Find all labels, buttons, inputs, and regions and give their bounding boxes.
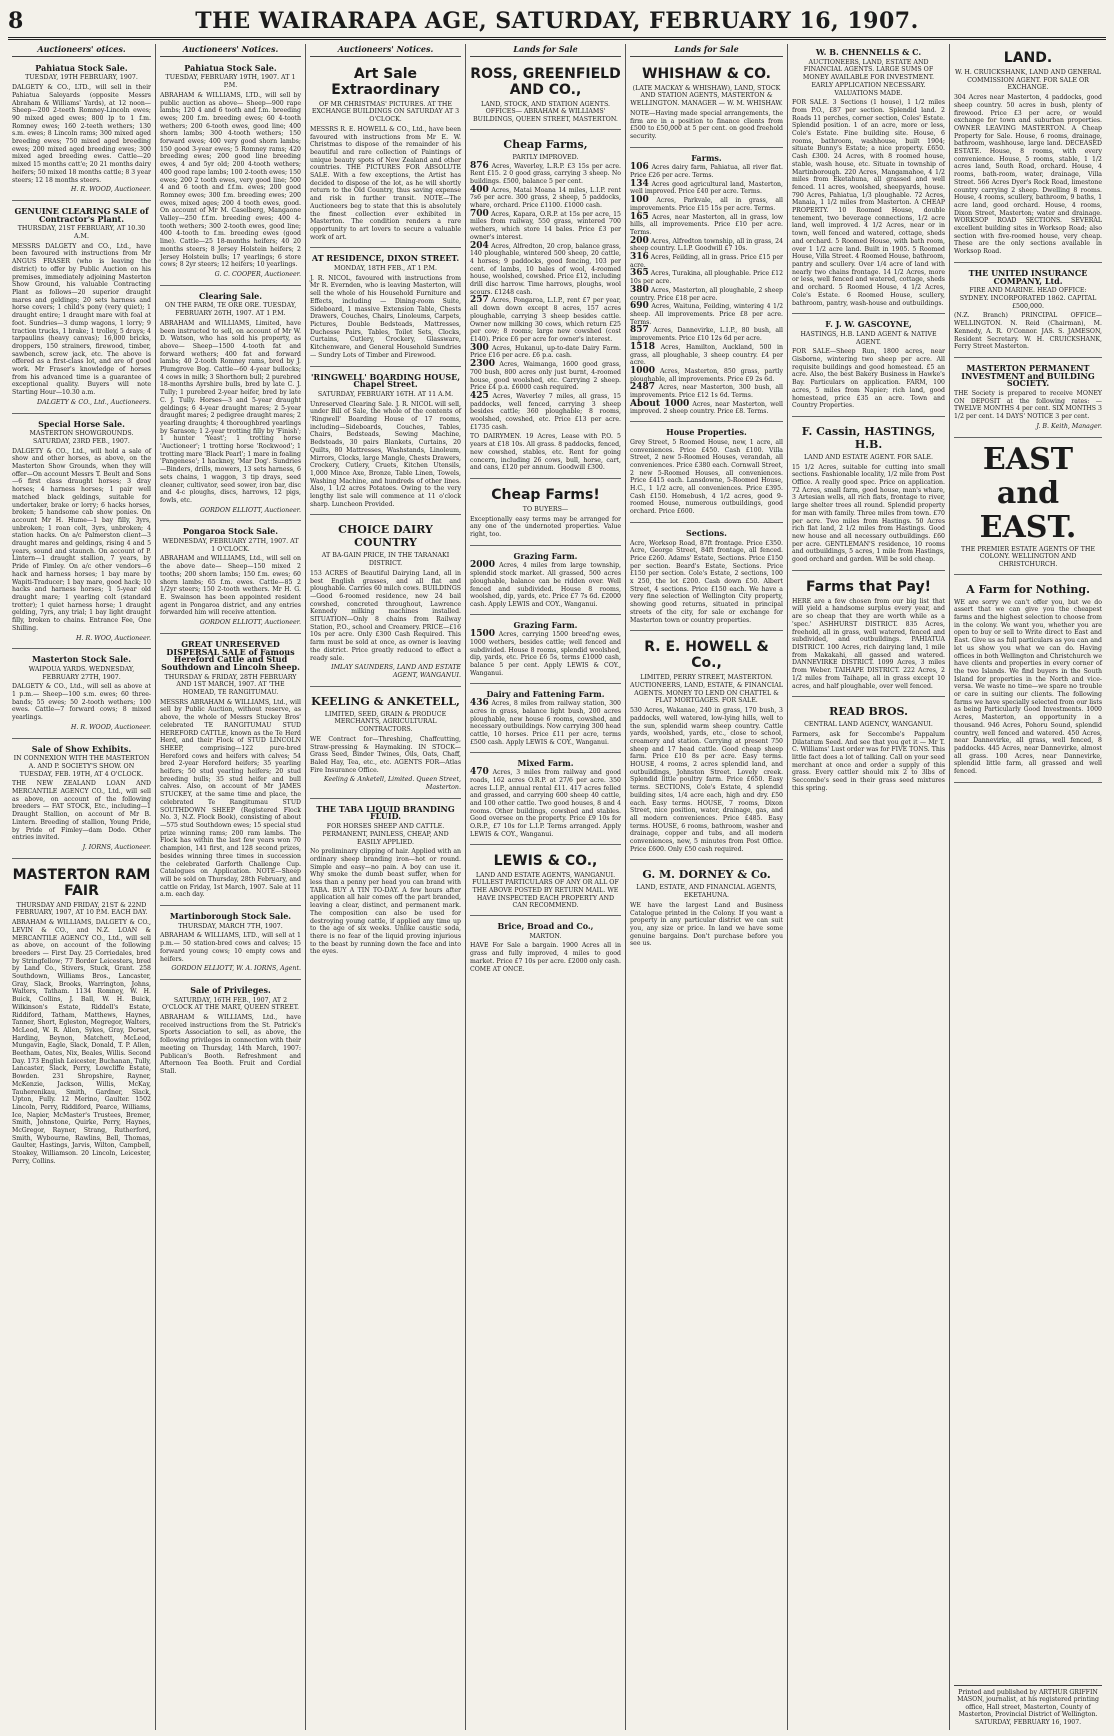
ad-title: EAST and EAST. — [979, 441, 1077, 545]
property-listing — [470, 208, 621, 242]
ad-signature: GORDON ELLIOTT, W. A. IORNS, Agent. — [171, 965, 301, 973]
ad-body: 530 Acres, Wakanae, 240 in grass, 170 bush, 3 paddocks, well watered, low-lying hills, well to the sun, splendid warm sheep country. Cattle yards, woolshed, yards, etc., close to school, creamery and station. Carrying at present 750 sheep and 17 head cattle. Good cheap sheep farm. Price £10 8s per acre. Easy terms. HOUSE, 4 rooms, 2 acres splendid land, and outbuildings, Johnston Street. Lovely creek. Splendid little poultry farm. Price £650. Easy terms. SECTIONS, Cole's Estate, 4 splendid building sites, 1/4 acre each, high and dry. £50 each. Easy terms. HOUSE, 7 rooms, Dixon Street, nice position, water, drainage, gas, and all modern conveniences. Price £485. Easy terms. HOUSE, 6 rooms, bathroom, washer and drainage, copper and tubs, and all modern conveniences, new, 5 minutes from Post Office. Price £600. Only £50 cash required. — [630, 707, 783, 853]
property-listing — [630, 235, 784, 253]
advertisement — [470, 847, 621, 917]
advertisement — [310, 369, 461, 516]
listing-acres: 365 — [630, 268, 649, 279]
listing-description: Acres, Waimanga, 1600 good grass, 700 bush, 800 acres only just burnt, 4-roomed house, good woolshed, etc. Carrying 2 sheep. Price £4 p.a. £6000 cash required. — [470, 361, 621, 392]
ad-title: A Farm for Nothing. — [966, 582, 1090, 596]
listing-acres: 134 — [630, 178, 649, 189]
advertisement — [954, 440, 1102, 575]
column-1 — [8, 44, 156, 1730]
ad-title: THE UNITED INSURANCE COMPANY, Ltd. — [968, 267, 1088, 286]
advertisement — [310, 60, 461, 249]
ad-title: Martinborough Stock Sale. — [169, 911, 292, 922]
ad-body: MESSRS R. E. HOWELL & CO., Ltd., have been favoured with instructions from Mr E. W. Christmas to dispose of the remainder of his beautiful and rare collection of Paintings of unique beauty spots of New Zealand and other countries. THE PICTURES FOR ABSOLUTE SALE. With a few exceptions, the Artist has decided to dispose of the lot, as he will shortly return to the Old Country, thus saving expense and risk in further transit. NOTE—The Auctioneers beg to state that this is absolutely the finest collection ever exhibited in Masterton. The condition renders a rare opportunity to art lovers to secure a valuable work of art. — [310, 125, 461, 241]
property-listing — [470, 700, 621, 746]
ad-title: Farms. — [691, 152, 722, 163]
masthead — [8, 10, 1106, 40]
advertisement — [630, 150, 783, 423]
advertisement — [630, 633, 783, 860]
ad-title: Pahiatua Stock Sale. — [184, 62, 277, 73]
ad-body: FOR SALE. 3 Sections (1 house), 1 1/2 miles from P.O., £87 per section. Splendid land. 2 Roads 11 perches, corner section, Coles' Estate. Splendid position. 1 of an acre, more or less, Cole's Estate. Fine building site. House, 6 rooms, bathroom, washhouse, built 1904; situate Bunny's Estate; a nice property. £650. Cash £300. 24 Acres, with 8 roomed house, stable, wash house, etc. Situate in township of Martinborough. 220 Acres, Mangamahoe, 4 1/2 miles from Eketahuna, all grassed and well fenced. 11 acres, woolshed, sheepyards, house. 790 Acres, Pahiatua, 1/3 ploughable. 72 Acres, Manaia, 1 1/2 miles from Masterton. A CHEAP PROPERTY. 10 Roomed House, double tenement, two beverage connections, 1/2 acre land, well improved. 4 1/2 Acres, near or in town, well fenced and watered, cottage, sheds and orchard. 5 Roomed House, with bath room, over 1 1/2 acre land. Built in 1905. 5 Roomed House, Villa Street. 4 Roomed House, bathroom, pantry and scullery. Over 1/4 acre of land with nearly two chains frontage. 14 1/2 Acres, more or less, well fenced and watered, cottage, sheds and orchard. 5 Roomed House, 4 1/2 Acres, Cole's Estate. 6 Roomed House, scullery, bathroom, pantry, wash-house and outbuildings. — [792, 99, 945, 307]
column-3 — [306, 44, 466, 1730]
ad-body: THE NEW ZEALAND LOAN AND MERCANTILE AGENCY CO., Ltd., will sell as above, on account of the following breeders — FAT STOCK, Etc., including—1 Draught Stallion, on account of Mr B. Lintern. Breeding of stallion, Young Pride, by Pride of Fimley—dam Dodo. Other entries invited. — [12, 780, 151, 842]
ad-title: R. E. HOWELL & Co., — [644, 639, 769, 672]
ad-title: Grazing Farm. — [513, 619, 578, 630]
ad-body: Farmers, ask for Seccombe's Pappalum Dilatatum Seed. And see that you get it — Mr T. C. Williams' Lust order was for FIVE TONS. This little fact does a lot of talking. Call on your seed merchant at once and order a supply of this grass. Every cattler should mix 2 to 3lbs of Seccombe's seed in their grass seed mixtures this spring. — [792, 730, 945, 792]
listing-acres: 2487 — [630, 382, 656, 393]
ad-subtitle: OF MR CHRISTMAS' PICTURES. AT THE EXCHANGE BUILDINGS ON SATURDAY AT 3 O'CLOCK. — [311, 100, 460, 124]
listing-acres: 1500 — [470, 629, 496, 640]
listing-acres: 700 — [470, 208, 489, 219]
property-listing — [470, 342, 622, 360]
ad-subtitle: THURSDAY AND FRIDAY, 21ST & 22ND FEBRUARY, 1907, AT 10 P.M. EACH DAY. — [15, 901, 148, 917]
advertisement — [310, 801, 461, 962]
column-heading: Auctioneers' Notices. — [310, 44, 461, 57]
ad-title: Farms that Pay! — [806, 578, 931, 595]
listing-description: Acres, Hamilton, Auckland, 500 in grass, all ploughable, 3 sheep country. £4 per acre. — [630, 343, 783, 367]
property-listing — [630, 270, 783, 285]
ad-title: Sections. — [686, 527, 727, 538]
ad-subtitle: LAND, STOCK, AND STATION AGENTS. OFFICES— ABRAHAM & WILLIAMS' BUILDINGS, QUEEN STREET, MASTERTON. — [473, 100, 618, 124]
ad-body: MESSRS ABRAHAM & WILLIAMS, Ltd., will sell by Public Auction, without reserve, as above, the whole of Messrs Stuckey Bros' celebrated TE RANGITUMAU STUD HEREFORD CATTLE, known as the Te Herd Herd, and their Flock of STUD LINCOLN SHEEP, comprising—122 pure-bred Hereford cows and heifers with calves; 54 bred 2-year Hereford heifers; 35 yearling heifers; 50 stud yearling heifers; 20 stud breeding bulls; 35 stud heifer and bull calves. Also, on account of Mr JAMES STUCKEY, at the same time and place, the celebrated Te Rangitumau STUD SOUTHDOWN SHEEP (Registered Flock No. 3, N.Z. Flock Book), consisting of about—575 stud Southdown ewes; 15 special stud prize winning rams; 200 ram lambs. The Flock has within the last few years won 70 champion, 141 first, and 128 second prizes, besides winning three times in succession the celebrated Garforth Challenge Cup. Catalogues on Application. NOTE—Sheep will be sold on Thursday, 28th February, and cattle on Friday, 1st March, 1907. Sale at 11 a.m. each day. — [160, 698, 301, 899]
advertisement — [12, 861, 151, 1172]
ad-title: Sale of Show Exhibits. — [31, 743, 132, 754]
listing-description: Acres, 3 miles from railway and good roads, 162 acres O.R.P. at 27/6 per acre. 350 acres L.I.P., annual rental £11. 417 acres felled and grassed, and carrying 600 sheep 40 cattle, and 100 other cattle. Two good houses, 8 and 4 rooms. Other buildings, cowshed and stables. Good oversee on the property. Price £9 10s for O.R.P., £7 10s for L.I.P. Terms arranged. Apply LEWIS & COY., Wanganui. — [470, 769, 622, 838]
ad-title: G. M. DORNEY & Co. — [642, 868, 771, 882]
property-listing — [630, 398, 783, 416]
ad-subtitle: SATURDAY, 16TH FEB., 1907, AT 2 O'CLOCK AT THE MART, QUEEN STREET. — [161, 996, 300, 1012]
ad-title: GREAT UNRESERVED DISPERSAL SALE of Famous Hereford Cattle and Stud Southdown and Lincoln Sheep. — [161, 638, 300, 672]
ad-title: Clearing Sale. — [198, 290, 262, 301]
property-listing — [630, 303, 783, 326]
column-4 — [466, 44, 626, 1730]
ad-subtitle: AUCTIONEERS, LAND, ESTATE AND FINANCIAL AGENTS. LARGE SUMS OF MONEY AVAILABLE FOR INVESTMENT. EARLY APPLICATION NECESSARY. VALUATIONS MADE. — [802, 58, 935, 97]
ad-signature: H. R. WOO, Auctioneer. — [76, 634, 151, 642]
ad-body: THE Society is prepared to receive MONEY ON DEPOSIT at the following rates: — TWELVE MONTHS 4 per cent. SIX MONTHS 3 1/2 per cent. 14 DAYS' NOTICE 3 per cent. — [954, 390, 1102, 421]
advertisement — [630, 525, 783, 631]
ad-title: AT RESIDENCE, DIXON STREET. — [311, 253, 460, 264]
ad-subtitle: FIRE AND MARINE. HEAD OFFICE: SYDNEY. INCORPORATED 1862. CAPITAL £500,000. — [959, 287, 1097, 310]
ad-subtitle: LIMITED, SEED, GRAIN & PRODUCE MERCHANTS, AGRICULTURAL CONTRACTORS. — [324, 710, 447, 734]
ad-subtitle: WAIPOUA YARDS. WEDNESDAY, FEBRUARY 27TH, 1907. — [28, 665, 135, 681]
ad-title: GENUINE CLEARING SALE of Contractor's Plant. — [14, 205, 149, 224]
newspaper-title: THE WAIRARAPA AGE, SATURDAY, FEBRUARY 16, 1907. — [195, 8, 919, 34]
advertisement — [160, 908, 301, 980]
advertisement — [310, 250, 461, 366]
ad-subtitle: TUESDAY, 19TH FEBRUARY, 1907. — [25, 74, 138, 82]
listing-description: Acres dairy farm, Pahiatua, all river flat. Price £26 per acre. Terms. — [630, 164, 783, 180]
ad-body: 153 ACRES of Beautiful Dairying Land, all in best English grasses, and all flat and ploughable. Carries 60 milch cows. BUILDINGS—Good 6-roomed residence, new 24 bail cowshed, concreted throughout, Lawrence Kennedy milking machines installed. SITUATION—Only 8 chains from Railway Station, P.O., school and Creamery. PRICE—£16 10s per acre. Only £300 Cash Required. This farm must be sold at once, as owner is leaving the district. Price greatly reduced to effect a ready sale. — [310, 569, 461, 662]
ad-signature: H. R. WOOD, Auctioneer. — [70, 186, 151, 194]
property-listing — [630, 178, 783, 196]
advertisement — [12, 60, 151, 201]
ad-title: CHOICE DAIRY COUNTRY — [338, 523, 433, 550]
property-listing — [630, 327, 783, 342]
ad-title: Pongaroa Stock Sale. — [182, 526, 279, 537]
advertisement — [160, 288, 301, 522]
listing-description: Acres, Hukanui, up-to-date Dairy Farm. Price £16 per acre. £6 p.a. cash. — [470, 344, 622, 360]
property-listing — [470, 297, 621, 343]
ad-body: (N.Z. Branch) PRINCIPAL OFFICE—WELLINGTON. N. Reid (Chairman), M. Kennedy, A. R. O'Connor. JAS. S. JAMESON, Resident Secretary. W. H. CRUICKSHANK, Ferry Street Masterton. — [954, 312, 1102, 351]
advertisement — [470, 548, 621, 615]
listing-acres: 425 — [470, 390, 489, 401]
listing-acres: 316 — [630, 252, 649, 263]
page-columns — [8, 44, 1106, 1730]
ad-signature: J. B. Keith, Manager. — [1036, 422, 1102, 430]
listing-description: Acres, Alfredton township, all in grass, 24 sheep country. L.I.P. Goodwill £7 10s. — [630, 237, 784, 253]
ad-subtitle: ON THE FARM, TE ORE ORE. TUESDAY, FEBRUARY 26TH, 1907. AT 1 P.M. — [164, 302, 297, 318]
ad-body: TO DAIRYMEN. 19 Acres, Lease with P.O. 5 years at £18 10s. All grass. 8 paddocks, fenced, new cowshed, stables, etc. Rent for going concern, including 26 cows, bull, horse, cart, and cans, £120 per annum. Goodwill £300. — [470, 433, 621, 472]
ad-subtitle: LAND AND ESTATE AGENT. FOR SALE. — [803, 453, 934, 461]
property-listing — [470, 769, 621, 838]
advertisement — [792, 699, 945, 798]
column-6 — [788, 44, 950, 1730]
listing-acres: 470 — [470, 767, 489, 778]
ad-body: FOR SALE—Sheep Run, 1800 acres, near Gisborne, wintering two sheep per acre. All requisite buildings and good homestead. £5 an acre. Also, the best Bakery Business in Hawke's Bay. Particulars on application. FARM, 100 acres, 5 miles from Napier; rich land, good homestead, price £35 an acre. Town and Country Properties. — [792, 348, 945, 410]
listing-acres: 204 — [470, 240, 489, 251]
listing-acres: 380 — [630, 284, 649, 295]
ad-subtitle: W. H. CRUICKSHANK, LAND AND GENERAL COMMISSION AGENT. FOR SALE OR EXCHANGE. — [955, 69, 1101, 92]
listing-acres: 2000 — [470, 560, 496, 571]
listing-acres: 200 — [630, 235, 649, 246]
ad-title: KEELING & ANKETELL, — [311, 694, 460, 708]
advertisement — [470, 617, 621, 684]
property-listing — [630, 365, 784, 383]
ad-body: Grey Street, 5 Roomed House, new, 1 acre, all conveniences. Price £450. Cash £100. Villa Street, 2 new 5-Roomed Houses, verandah, all conveniences. Price £380 each. Cornwall Street, 2 new 5-Roomed Houses, all conveniences. Price £415 each. Lansdowne, 5-Roomed House, H.C., 1 1/2 acre, all conveniences. Price £395. Cash £150. Homebush, 4 1/2 acres, good 9-roomed House, numerous outbuildings, good orchard. Price £600. — [630, 438, 783, 516]
ad-subtitle: LAND, ESTATE, AND FINANCIAL AGENTS, EKETAHUNA. — [636, 884, 777, 900]
advertisement — [792, 419, 945, 571]
listing-acres: 436 — [470, 698, 489, 709]
advertisement — [160, 636, 301, 906]
ad-subtitle: (LATE MACKAY & WHISHAW), LAND, STOCK AND STATION AGENTS, MASTERTON & WELLINGTON. MANAGER — W. M. WHISHAW. — [630, 84, 783, 108]
property-listing — [630, 164, 783, 179]
listing-acres: 400 — [470, 184, 489, 195]
ad-body: ABRAHAM and WILLIAMS, Ltd., will sell on the above date— Sheep—150 mixed 2 tooths; 200 shorn lambs; 150 f.m. ewes; 60 shorn lambs; 65 f.m. ewes. Cattle—85 2 1/2yr steers; 150 2-tooth wethers. Mr H. G. E. Swainson has been appointed resident agent in Pongaroa district, and any entries forwarded him will receive attention. — [160, 555, 301, 617]
ad-subtitle: MONDAY, 18TH FEB., AT 1 P.M. — [334, 265, 437, 273]
ad-subtitle: CENTRAL LAND AGENCY, WANGANUI. — [804, 721, 933, 729]
listing-description: Acres, Alfredton, 20 crop, balance grass, 140 ploughable, wintered 500 sheep, 20 cattle, 4 horses; 9 paddocks, good fencing, 103 per cent. of lambs, 10 bales of wool, 4-roomed house, woolshed, cowshed. Price £12, including drill disc harrow. Time harrows, ploughs, wool scours. £1248 cash. — [470, 242, 621, 296]
ad-body: NOTE—Having made special arrangements, the firm are in a position to finance clients from £500 to £50,000 at 5 per cent. on good freehold security. — [630, 109, 783, 140]
listing-acres: 857 — [630, 325, 649, 336]
column-heading: Auctioneers' Notices. — [160, 44, 301, 57]
ad-subtitle: HASTINGS, H.B. LAND AGENT & NATIVE AGENT. — [800, 330, 937, 346]
listing-description: Acres, 8 miles from railway station, 300 acres in grass, balance light bush, 200 acres ploughable, new house 6 rooms, cowshed, and necessary outbuildings. Now carrying 300 head cattle, 10 horses. Price £11 per acre, terms £500 cash. Apply LEWIS & COY., Wanganui. — [470, 700, 621, 746]
ad-signature: DALGETY & CO., Ltd., Auctioneers. — [37, 398, 151, 406]
column-5 — [626, 44, 788, 1730]
ad-title: Masterton Stock Sale. — [31, 654, 132, 665]
property-listing — [630, 341, 783, 367]
ad-title: F. J. W. GASCOYNE, — [825, 319, 912, 330]
ad-title: Cheap Farms! — [491, 486, 600, 503]
ad-title: W. B. CHENNELLS & C. — [815, 47, 922, 57]
ad-subtitle: LIMITED, PERRY STREET, MASTERTON. AUCTIONEERS, LAND, ESTATE, & FINANCIAL AGENTS. MONEY TO LEND ON CHATTEL & FLAT MORTGAGES. FOR SALE. — [630, 674, 783, 705]
ad-title: LEWIS & CO., — [493, 852, 598, 869]
ad-subtitle: MARTON. — [529, 932, 562, 940]
listing-description: Acres, near Masterton, 300 bush, all improvements. Price £12 1s 6d. Terms. — [630, 384, 783, 400]
advertisement — [792, 316, 945, 417]
ad-subtitle: THE PREMIER ESTATE AGENTS OF THE COLONY. WELLINGTON AND CHRISTCHURCH. — [961, 545, 1095, 568]
ad-title: MASTERTON RAM FAIR — [12, 866, 151, 899]
advertisement — [954, 577, 1102, 783]
ad-body: ABRAHAM and WILLIAMS, Limited, have been instructed to sell, on account of Mr W. D. Watson, who has sold his property, as above— Sheep—1500 4-tooth fat and forward wethers; 400 fat and forward lambs; 40 2-tooth Romney rams, bred by J. Plumgrove Bog. Cattle—60 4-year bullocks; 4 cows in milk; 3 Shorthorn bull; 2 purebred 18-months Ayrshire bulls, bred by late C. J. Tully; 1 purebred 2-year heifer, bred by late C. J. Tully. Horses—3 and 5-year draught geldings; 6 4-year draught mares; 2 5-year draught mares; 2 pedigree draught mares; 2 yearling draughts; 4 thoroughbred yearlings by Sarason; 1 2-year trotting filly by 'Finish'; 1 hunter 'Yeast'; 1 trotting horse 'Auctioneer'; 1 trotting horse 'Rockwood'; 1 trotting mare 'Black Pearl'; 1 mare in foaling 'Pangenese'; 1 hackney, 'Mar Dog'. Sundries—Binders, drills, mowers, 13 sets harness, 6 sets chains, 1 waggon, 3 tip drays, seed cleaner, cultivator, seed sower, iron bar, disc and 4-c ploughs, discs, harrows, 12 pigs, fowls, etc. — [160, 319, 301, 504]
advertisement — [160, 523, 301, 633]
ad-body: Unreserved Clearing Sale. J. R. NICOL will sell, under Bill of Sale, the whole of the contents of 'Ringwell' Boarding House of 17 rooms, including—Sideboards, Couches, Tables, Chairs, Bedsteads, Sewing Machine, Bedsteads, 30 pairs Blankets, Curtains, 20 Quilts, 80 Mattresses, Washstands, Linoleum, Mirrors, Clocks, large Mangle, Chests Drawers, Crockery, Cutlery, Cruets, Kitchen Utensils, 1,000 Mince Axe, Bronze, Table Linen, Towels, Washing Machine, and hundreds of other lines. Also, 1 1/2 acres Potatoes. Owing to the very lengthy list sale will commence at 11 o'clock sharp. Luncheon Provided. — [310, 400, 461, 508]
ad-title: WHISHAW & CO. — [642, 65, 771, 82]
advertisement — [792, 44, 945, 314]
listing-description: Acres, near Masterton, all in grass, low hills, all improvements. Price £10 per acre. Terms. — [630, 213, 784, 236]
ad-body: DALGETY & CO., Ltd., will sell as above at 1 p.m.— Sheep—100 s.m. ewes; 60 three-bands; 55 ewes; 50 2-tooth wethers; 100 ewes. Cattle—7 forward cows; 8 mixed yearlings. — [12, 683, 151, 722]
property-listing — [630, 211, 784, 237]
listing-description: Acres, Dannevirke, L.I.P., 80 bush, all improvements. Price £10 12s 6d per acre. — [630, 327, 784, 343]
column-7 — [950, 44, 1106, 1730]
ad-title: THE TABA LIQUID BRANDING FLUID. — [316, 803, 455, 822]
ad-title: MASTERTON PERMANENT INVESTMENT and BUILDING SOCIETY. — [961, 362, 1095, 389]
ad-subtitle: WEDNESDAY, FEBRUARY 27TH, 1907. AT 1 O'CLOCK. — [162, 538, 299, 553]
advertisement — [470, 481, 621, 546]
listing-description: Acres, Matai Moana 14 miles, L.I.P. rent 7s6 per acre. 300 grass, 2 sheep, 5 paddocks, whare, orchard. Price £1100. £1000 cash. — [470, 186, 622, 210]
listing-description: Acres, Masterton, all ploughable, 2 sheep country. Price £18 per acre. — [630, 286, 783, 302]
column-heading: Lands for Sale — [470, 44, 621, 57]
ad-body: 304 Acres near Masterton, 4 paddocks, good sheep country. 50 acres in bush, plenty of firewood. Price £3 per acre, or would exchange for town and suburban properties. OWNER LEAVING MASTERTON. A Cheap Property for Sale. House, 6 rooms, drainage, bathroom, washhouse, large land. DECEASED ESTATE. House, 8 rooms, with every convenience. House, 5 rooms, stable, 1 1/2 acres land, South Road, orchard. House, 4 rooms, bath-room, water, drainage, Villa Street. 566 Acres Dyer's Rock Road, limestone country carrying 2 sheep. Dwelling 8 rooms. House, 4 rooms, scullery, bathroom, 9 baths, 1 acre land, good orchard. House, 4 rooms, Dixon Street, Masterton; water and drainage. WORKSOP ROAD SECTIONS. SEVERAL excellent building sites in Worksop Road; also section with five-roomed house, very cheap. These are the only sections available in Worksop Road. — [954, 94, 1102, 256]
ad-subtitle: MASTERTON SHOWGROUNDS. SATURDAY, 23RD FEB., 1907. — [29, 430, 134, 445]
ad-body: No preliminary clipping of hair. Applied with an ordinary sheep branding iron—hot or round. Simple and easy—no pain. A boy can use it. Why smoke the dumb beast suffer, when for less than a penny per head you can brand with TABA. BUY A TIN TO-DAY. A few hours after application all hair comes off the part branded, leaving a clear, distinct, and permanent mark. The composition can also be used for destroying young cattle, if applied any time up to the age of six weeks. Unlike caustic soda, there is no fear of the liquid proving injurious to the beast by running down the face and into the eyes. — [310, 848, 461, 956]
advertisement — [470, 132, 621, 479]
ad-title: Pahiatua Stock Sale. — [35, 62, 128, 73]
column-heading: Auctioneers' otices. — [12, 44, 151, 57]
page-number: 8 — [8, 8, 24, 34]
ad-subtitle: THURSDAY & FRIDAY, 28TH FEBRUARY AND 1ST MARCH, 1907. AT 'THE HOMEAD, TE RANGITUMAU. — [164, 673, 297, 697]
property-listing — [630, 254, 783, 269]
property-listing — [470, 631, 621, 677]
advertisement — [160, 982, 301, 1082]
column-2 — [156, 44, 306, 1730]
ad-body: ABRAHAM & WILLIAMS, DALGETY & CO., LEVIN & CO., and N.Z. LOAN & MERCANTILE AGENCY CO., Ltd., will sell as above, on account of the following breeders — First Day. 25 Corriedales, bred by Stringfellow; 77 Border Leicesters, bred by Land Co., Stivers, Stuck, Grant. 258 Southdown, Williams Bros., Lancaster, Gray, Slack, Brooks, Warrington, Johns, Walters, Tatham. 1134 Romney, W. H. Buick, Collins, J. Ball, W. H. Buick, Wilkinson's Estate, Riddell's Estate, Riddiford, Tatham, Matthews, Haynes, Tanner, Short, Egleston, Megregor, Walters, McLeod, W. R. Allen, Sykes, Gray, Dorset, Harding, Beynon, Matchett, McLeod, Mungavin, Eagle, Slack, Donald, T. P. Allen, Beetham, Oates, Nix, Beales, Willis. Second Day. 173 English Leicester, Buchanan, Tully, Lancaster, Slack, Perry, Lowcliffe Estate, Bowden. 231 Shropshire, Rayner, McKenzie, Jackson, Willis, McKay, Tauherenikau, Smith, Gardner, Slack, Upton, Fully. 12 Merino, Gaulter. 1502 Lincoln, Perry, Riddiford, Pearce, Williams, Ice, Napier, McMaster's Trustees, Bremer, Smith, Johnstone, Quirke, Perry, Haynes, McGregor, Rayner, Strang, Rutherford, Smith, Wybourne, Rawlins, Bell, Thomas, Gaulter, Hastings, Jarvis, Wilton, Campbell, Stoakey, Williamson. 20 Lincoln, Leicester, Perry, Collins. — [12, 919, 151, 1165]
listing-acres: About 1000 — [630, 398, 690, 409]
ad-body: 15 1/2 Acres, suitable for cutting into small sections. Fashionable locality, 1/2 mile from Post Office. A really good spec. Price on application. 72 Acres, small farm, good house, man's whare, 3 Artesian wells, all rich flats, frontage to river, large shelter trees all round. Splendid property for man with family. Three miles from town. £70 per acre. Two miles from Hastings. 50 Acres rich flat land, 2 1/2 miles from Hastings. Good new house and all necessary outbuildings. £60 per acre. GENTLEMAN'S residence, 10 rooms and outbuildings, 5 acres, 1 mile from Hastings, good orchard and garden. Will be sold cheap. — [792, 463, 945, 564]
listing-description: Acres, Turakina, all ploughable. Price £12 10s per acre. — [630, 270, 784, 286]
advertisement — [470, 755, 621, 845]
listing-acres: 300 — [470, 342, 489, 353]
ad-title: House Properties. — [666, 427, 747, 438]
advertisement — [630, 424, 783, 523]
ad-title: Sale of Privileges. — [190, 984, 271, 995]
advertisement — [954, 265, 1102, 358]
ad-title: Art Sale Extraordinary — [331, 65, 440, 98]
ad-subtitle: AT BA-GAIN PRICE, IN THE TARANAKI DISTRICT. — [321, 552, 450, 568]
ad-signature: G. C. COOPER, Auctioneer. — [214, 270, 301, 278]
property-listing — [630, 384, 783, 399]
ad-body: ABRAHAM & WILLIAMS, LTD., will sell by public auction as above— Sheep—900 rape lambs; 120 4 and 6 tooth and f.m. breeding ewes; 200 f.m. breeding ewes; 60 4-tooth wethers; 200 6-tooth ewes, good line; 400 shorn lambs; 300 4-tooth wethers; 150 forward ewes; 400 very good shorn lambs; 150 good 3-year ewes; 5 Romney rams; 420 breeding ewes; 200 good line breeding ewes, 4 and 5yr old; 200 4-tooth wethers; 400 good rape lambs; 100 2-tooth ewes; 150 ewes; 200 2 tooth ewes, very good line; 500 4 and 6 tooth and f.f.m. ewes; 200 good Romney ewes; 300 f.m. breeding ewes; 200 ewes, mixed ages; 200 4 tooth ewes, good. On account of Mr M. Caselberg, Mangaone Valley—250 f.f.m. breeding ewes; 400 4-tooth wethers; 300 2-tooth ewes, good line; 400 4-tooth to f.m. breeding ewes (good line). Cattle—25 18-months heifers; 40 20 months steers; 8 Jersey Holstein heifers; 2 Jersey Holstein bulls; 17 yearlings; 6 store cows; 8 2yr steers; 12 heifers; 10 yearlings. — [160, 91, 301, 269]
ad-body: WE are sorry we can't offer you, but we do assert that we can give you the cheapest farms and the highest selection to choose from in the colony. We want you, whether you are open to buy or sell to Write direct to East and East. Give us as full particulars as you can and let us show you what we can do. Having offices in both Wellington and Christchurch we have clients and properties in every corner of the two Islands. We find buyers in the South Island for properties in the North and vice-versa. We waste no time—we spare no trouble or care in suiting our clients. The following farms we have specially selected from our lists as being Particularly Good Investments. 1000 Acres, Masterton, an opportunity in a thousand. 946 Acres, Pohoru Sound, splendid country, well fenced and watered. 450 Acres, near Dannevirke, all grass, well fenced, 8 paddocks. 445 Acres, near Dannevirke, almost all grass. 100 Acres, near Dannevirke, splendid little farm, all grassed and well fenced. — [954, 598, 1102, 776]
listing-description: Acres good agricultural land, Masterton, well improved. Price £40 per acre. Terms. — [630, 180, 783, 196]
listing-acres: 1000 — [630, 365, 656, 376]
ad-title: Special Horse Sale. — [38, 418, 125, 429]
ad-title: Grazing Farm. — [513, 550, 578, 561]
ad-subtitle: SATURDAY, FEBRUARY 16TH. AT 11 A.M. — [317, 390, 454, 398]
advertisement — [310, 517, 461, 686]
ad-body: HERE are a few chosen from our big list that will yield a handsome surplus every year, and are so cheap that they are worth while as a 'spec.' ASHHURST DISTRICT. 835 Acres, freehold, all in grass, well watered, fenced and subdivided, and outbuildings. PAHIATUA DISTRICT. 100 Acres, rich dairying land, 1 mile from Makakahi, all gassed and watered. DANNEVIRKE DISTRICT. 1099 Acres, 3 miles from Weber. TAIHAPE DISTRICT. 222 Acres, 2 1/2 miles from Taihape, all in grass except 10 acres, and half ploughable, over well fenced. — [792, 597, 945, 690]
property-listing — [470, 562, 621, 608]
listing-description: Acres, Pongaroa, L.I.P., rent £7 per year, all down down except 8 acres, 157 acres ploughable, carrying 3 sheep besides cattle. Owner now milking 30 cows, which return £25 per cow; 8 rooms; large new cowshed (cost £140). Price £6 per acre for owner's interest. — [470, 297, 621, 343]
listing-acres: 257 — [470, 295, 489, 306]
property-listing — [630, 197, 783, 212]
advertisement — [310, 689, 461, 799]
advertisement — [470, 918, 621, 979]
ad-title: Mixed Farm. — [517, 757, 574, 768]
listing-description: Acres, Kapara, O.R.P. at 15s per acre, 15 miles from railway, 550 grass, wintered 700 wethers, which store 14 bales. Price £3 per owner's interest. — [470, 210, 621, 241]
ad-subtitle: IN CONNEXION WITH THE MASTERTON A. AND P. SOCIETY'S SHOW. ON TUESDAY, FEB. 19TH, AT 4 O'CLOCK. — [13, 755, 150, 778]
listing-description: Acres, Waverley 7 miles, all grass, 15 paddocks, well fenced, carrying 3 sheep besides cattle; 360 ploughable; 8 rooms, woolshed, cowshed, etc. Price £13 per acre. £1735 cash. — [470, 392, 621, 431]
listing-description: Acres, near Masterton, well improved. 2 sheep country. Price £8. Terms. — [630, 400, 783, 416]
advertisement — [630, 862, 783, 954]
listing-description: Acres, Parkvale, all in grass, all improvements. Price £15 15s per acre. Terms. — [630, 197, 783, 212]
imprint-footer: Printed and published by ARTHUR GRIFFIN MASON, journalist, at his registered printing office, Hall street, Masterton, County of Masterton, Provincial District of Wellington. SATURDAY, FEBRUARY 16, 1907. — [954, 1685, 1102, 1727]
ad-signature: GORDON ELLIOTT, Auctioneer. — [199, 619, 301, 627]
listing-description: Acres, Feilding, all in grass. Price £15 per acre. — [630, 254, 784, 269]
advertisement — [954, 360, 1102, 438]
ad-subtitle: FOR HORSES SHEEP AND CATTLE. PERMANENT, PAINLESS, CHEAP, AND EASILY APPLIED. — [322, 823, 449, 846]
ad-title: 'RINGWELL' BOARDING HOUSE, Chapel Street. — [310, 371, 461, 390]
column-heading: Lands for Sale — [630, 44, 783, 57]
advertisement — [12, 203, 151, 414]
ad-title: ROSS, GREENFIELD AND CO., — [470, 65, 621, 98]
listing-description: Acres, Waituna, Feilding, wintering 4 1/2 sheep. All improvements. Price £8 per acre. Terms. — [630, 303, 784, 326]
property-listing — [630, 284, 783, 302]
listing-acres: 690 — [630, 301, 649, 312]
listing-description: Acres, Waverley, L.R.P. £3 15s per acre. Rent £15. 2 0 good grass, carrying 3 sheep. No buildings. £500, balance 5 per cent. — [470, 162, 621, 185]
advertisement — [470, 60, 621, 130]
ad-title: F. Cassin, HASTINGS, H.B. — [801, 424, 936, 451]
ad-body: HAVE For Sale a bargain. 1900 Acres all in grass and fully improved, 4 miles to good market. Price £7 10s per acre. £2000 only cash. COME AT ONCE. — [470, 942, 621, 973]
ad-body: ABRAHAM & WILLIAMS, Ltd., have received instructions from the St. Patrick's Sports Association to sell, as above, the following privileges in connection with their meeting on Thursday, 14th March, 1907: Publican's Booth. Refreshment and Afternoon Tea Booth. Fruit and Cordial Stall. — [160, 1014, 301, 1075]
listing-description: Acres, Masterton, 850 grass, partly ploughable, all improvements. Price £9 2s 6d. — [630, 367, 784, 383]
ad-title: Dairy and Fattening Farm. — [486, 688, 605, 699]
listing-acres: 100 — [630, 195, 649, 206]
ad-title: LAND. — [1003, 50, 1053, 66]
ad-signature: J. IORNS, Auctioneer. — [82, 843, 151, 851]
ad-subtitle: PARTLY IMPROVED. — [512, 153, 579, 161]
ad-body: ABRAHAM & WILLIAMS, LTD., will sell at 1 p.m.— 50 station-bred cows and calves; 15 forward young cows; 10 empty cows and heifers. — [160, 932, 301, 963]
ad-signature: IMLAY SAUNDERS, LAND AND ESTATE AGENT, WANGANUI. — [331, 664, 461, 679]
advertisement — [12, 741, 151, 859]
listing-acres: 165 — [630, 211, 649, 222]
ad-subtitle: TO BUYERS— — [522, 505, 569, 513]
ad-title: Brice, Broad and Co., — [497, 921, 594, 932]
ad-body: DALGETY & CO., LTD., will sell in their Pahiatua Saleyards (opposite Messrs Abraham & Williams' Yards), at 12 noon— Sheep—200 2-teeth Romney-Lincoln ewes; 90 mixed aged ewes; 800 lp to 1 f.m. Romney ewes; 160 2-teeth wethers; 130 s.m. ewes; 8 Lincoln rams; 300 mixed aged breeding ewes; 750 mixed aged breeding ewes; 200 mixed aged breeding ewes; 300 mixed aged breeding ewes. Cattle—20 mixed 15 months catt'e; 20 21 months dairy heifers; 50 mixed 18 months cattle; 8 3 year steers; 12 18 months steers. — [12, 84, 151, 184]
ad-body: WE Contract for—Threshing, Chaffcutting, Straw-pressing & Haymaking. IN STOCK—Grass Seed, Binder Twines, Oils, Oats, Chaff, Baled Hay, Tea, etc., etc. AGENTS FOR—Atlas Fire Insurance Office. — [310, 735, 461, 774]
ad-subtitle: THURSDAY, MARCH 7TH, 1907. — [178, 922, 283, 930]
property-listing — [470, 240, 621, 297]
property-listing — [470, 184, 622, 210]
ad-body: DALGETY & CO., Ltd., will hold a sale of show and other horses, as above, on the Masterton Show Grounds, when they will offer—On account Messrs T. Beult and Sons—6 first class draught horses; 3 dray horses; 4 harness horses; 1 pair well matched black geldings, suitable for undertaker, brake or lorry; 6 hacks horses, broken; 5 handsome cab show ponies. On account Mr H. Hume—1 bay filly, 3yrs, unbroken; 1 roan colt, 3yrs, unbroken; 4 station hacks. On a/c Palmerston client—3 draught mares and geldings, rising 4 and 5 years, sound and staunch. On account of P. Lintern—1 draught stallion, 7 years, by Pride of Fimley. On a/c other vendors—6 hack and harness horses; 1 bay mare by Wapiti-Traducer; 1 bay mare, good hack; 10 hacks and harness horses; 1 5-year old draught mare; 1 yearling colt (standard trotter); 1 quiet harness horse; 1 draught gelding, 7yrs, any trial; 1 bay light draught filly, broken to chains. Entrance Fee, One Shilling. — [12, 447, 151, 632]
ad-subtitle: THURSDAY, 21ST FEBRUARY, AT 10.30 A.M. — [17, 225, 146, 241]
advertisement — [792, 573, 945, 697]
listing-description: Acres, 4 miles from large township, splendid stock market. All grassed, 500 acres ploughable, balance can be ridden over. Well fenced and subdivided. House 8 rooms, woolshed, dip, yards, etc. Price £7 7s 6d. £2000 cash. Apply LEWIS and COY., Wanganui. — [470, 562, 621, 608]
ad-signature: Keeling & Anketell, Limited. Queen Street, Masterton. — [323, 776, 461, 792]
ad-subtitle: TUESDAY, FEBRUARY 19TH, 1907. AT 1 P.M. — [165, 74, 296, 90]
ad-subtitle: LAND AND ESTATE AGENTS, WANGANUI. FULLEST PARTICULARS OF ANY OR ALL OF THE ABOVE POSTED BY RETURN MAIL. WE HAVE INSPECTED EACH PROPERTY AND CAN RECOMMEND. — [472, 871, 619, 910]
ad-signature: GORDON ELLIOTT, Auctioneer. — [199, 506, 301, 514]
ad-title: Cheap Farms, — [503, 137, 588, 151]
advertisement — [470, 686, 621, 753]
property-listing — [470, 160, 621, 186]
ad-body: MESSRS DALGETY and CO., Ltd., have been favoured with instructions from Mr ANGUS FRASER (who is leaving the district) to offer by Public Auction on his premises, immediately adjoining Masterton Show Ground, his valuable Contracting Plant as follows—20 superior draught mares and geldings; 20 sets harness and horse covers; 1 child's pony (very quiet); 1 draught entire; 1 draught mare with foal at foot. Sundries—3 dump wagons, 1 lorry; 9 traction trucks, 1 brake; 1 trolley, 5 drays; 4 tarpaulins (heavy canvas); 16,000 bricks, droppers, 150 strainers, firewood, timber, sawbench, screw jack, etc. The above is offered as a first-class lot, and are of good work. Mr Fraser's knowledge of horses from his advanced time is a guarantee of exceptional quality. Buyers will note Starting Hour—10.30 a.m. — [12, 242, 151, 397]
ad-body: WE have the largest Land and Business Catalogue printed in the Colony. If you want a property in any particular district we can suit you, any size or price. In land we have some genuine bargains. Don't purchase before you see us. — [630, 901, 783, 948]
ad-signature: H. R. WOOD, Auctioneer. — [70, 723, 151, 731]
ad-body: Exceptionally easy terms may be arranged for any one of the undernoted properties. Value right, too. — [470, 515, 621, 539]
property-listing — [470, 361, 621, 392]
ad-title: READ BROS. — [829, 705, 908, 719]
advertisement — [12, 651, 151, 738]
listing-description: Acres, carrying 1500 breed'ng ewes, 1000 wethers, besides cattle; well fenced and subdivided. House 8 rooms, splendid woolshed, dip, yards, etc. Price £6 5s, terms £1000 cash, balance 5 per cent. Apply LEWIS & COY., Wanganui. — [470, 631, 621, 677]
property-listing — [470, 390, 621, 432]
advertisement — [630, 60, 783, 148]
ad-body: Acre, Worksop Road, 87ft frontage. Price £350. Acre, George Street, 84ft frontage, all fenced. Price £260. Adams' Estate, Sections. Price £150 per section. Beard's Estate, Sections. Price £150 per section. Cole's Estate, 2 sections, 100 x 250, the lot £200. Cash down £50. Albert Street, 4 sections. Price £150 each. We have a very fine selection of Wellington City property, showing good returns, situated in principal streets of the city, for sale or exchange for Masterton town or country properties. — [630, 539, 783, 624]
advertisement — [160, 60, 301, 286]
listing-acres: 1518 — [630, 341, 656, 352]
ad-body: J. R. NICOL, favoured with instructions from Mr R. Evernden, who is leaving Masterton, will sell the whole of his Household Furniture and Effects, including — Dining-room Suite, Sideboard, 1 massive Extension Table, Chests Drawers, Couches, Chairs, Linoleums, Carpets, Pictures, Double Bedsteads, Mattresses, Duchesse Pairs, Tables, Toilet Sets, Clocks, Curtains, Cutlery, Crockery, Glassware, Kitchenware, and General Household Sundries — Sundry Lots of Timber and Firewood. — [310, 274, 461, 359]
listing-acres: 876 — [470, 160, 489, 171]
listing-acres: 2300 — [470, 359, 496, 370]
listing-acres: 106 — [630, 162, 649, 173]
advertisement — [954, 44, 1102, 263]
advertisement — [12, 416, 151, 650]
